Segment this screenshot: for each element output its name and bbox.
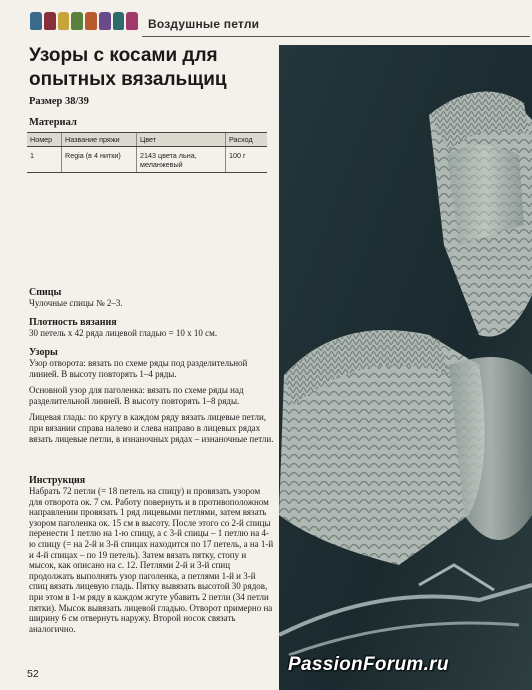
density-text: 30 петель х 42 ряда лицевой гладью = 10 х 10 см.: [29, 328, 218, 338]
density-section: [29, 317, 275, 339]
col-number-header: Номер: [27, 133, 62, 147]
patterns-heading: Узоры: [29, 347, 58, 358]
section-label: Воздушные петли: [148, 17, 260, 31]
patterns-cuff-text: Узор отворота: вязать по схеме ряды под разделительной линией. В высоту повторять 1–4 ряды.: [29, 358, 248, 379]
patterns-main-text: Основной узор для паголенка: вязать по схеме ряды над разделительной линией. В высоту повторять 1–8 ряды.: [29, 385, 244, 406]
yarn-swatch: [44, 12, 56, 30]
patterns-stockinette-text: Лицевая гладь: по кругу в каждом ряду вязать лицевые петли, при вязании справа налево и слева направо в лицевых рядах вязать лицевые петли, в изнаночных рядах – изнаночные петли.: [29, 412, 274, 444]
page-number: 52: [27, 668, 39, 680]
yarn-swatch: [126, 12, 138, 30]
yarn-swatch: [30, 12, 42, 30]
page-header: [0, 6, 532, 36]
table-row: [27, 147, 267, 173]
yarn-swatch: [113, 12, 125, 30]
page-title: Узоры с косами для опытных вязальщиц: [29, 45, 227, 90]
col-yarn-header: Название пряжи: [62, 133, 137, 147]
cell-color: 2143 цвета льна, меланжевый: [137, 147, 226, 173]
needles-text: Чулочные спицы № 2–3.: [29, 298, 123, 308]
cell-number: 1: [27, 147, 62, 173]
material-table-header: [27, 133, 267, 147]
instructions-heading: Инструкция: [29, 475, 86, 486]
sock-photo: [279, 45, 532, 690]
density-heading: Плотность вязания: [29, 317, 117, 328]
material-table: [27, 132, 267, 173]
needles-heading: Спицы: [29, 287, 62, 298]
cell-amount: 100 г: [226, 147, 268, 173]
yarn-swatch: [85, 12, 97, 30]
yarn-swatch: [58, 12, 70, 30]
watermark: PassionForum.ru: [288, 654, 449, 675]
yarn-color-strip: [30, 12, 138, 30]
instructions-text: Набрать 72 петли (= 18 петель на спицу) и провязать узором для отворота ок. 7 см. Работу повернуть и в противоположном направлении провязать 1 ряд лицевыми петлями, затем вязать узором паголенка ок. 15 см в высоту. После этого со 2-й спицы перенести 1 петлю на 1-ю спицу, а с 3-й спицы – 1 петлю на 4-ю спицу (= на 2-й и 3-й спицах находится по 17 петель, а на 1-й и 4-й спицах – по 19 петель). Затем вязать пятку, стопу и мысок, как описано на с. 12. Петлями 2-й и 3-й спиц продолжать выполнять узор паголенка, а петлями 1-й и 3-й спиц вязать лицевую гладь. Пятку вывязать высотой 30 рядов, при этом в 1-м ряду в каждом жгуте убавить 2 петли (34 петли пятки). Мысок вывязать лицевой гладью. Отворот примерно на ширину 6 см отвернуть наружу. Второй носок связать аналогично.: [29, 486, 274, 634]
material-heading: Материал: [29, 117, 77, 128]
yarn-swatch: [99, 12, 111, 30]
yarn-swatch: [71, 12, 83, 30]
needles-section: [29, 287, 275, 309]
header-rule: [142, 36, 530, 37]
size-label: Размер 38/39: [29, 96, 89, 107]
col-color-header: Цвет: [137, 133, 226, 147]
cell-yarn: Regia (в 4 нитки): [62, 147, 137, 173]
instructions-section: [29, 475, 275, 634]
knitted-sock-illustration: [279, 45, 532, 690]
col-amount-header: Расход: [226, 133, 268, 147]
patterns-section: [29, 347, 275, 444]
